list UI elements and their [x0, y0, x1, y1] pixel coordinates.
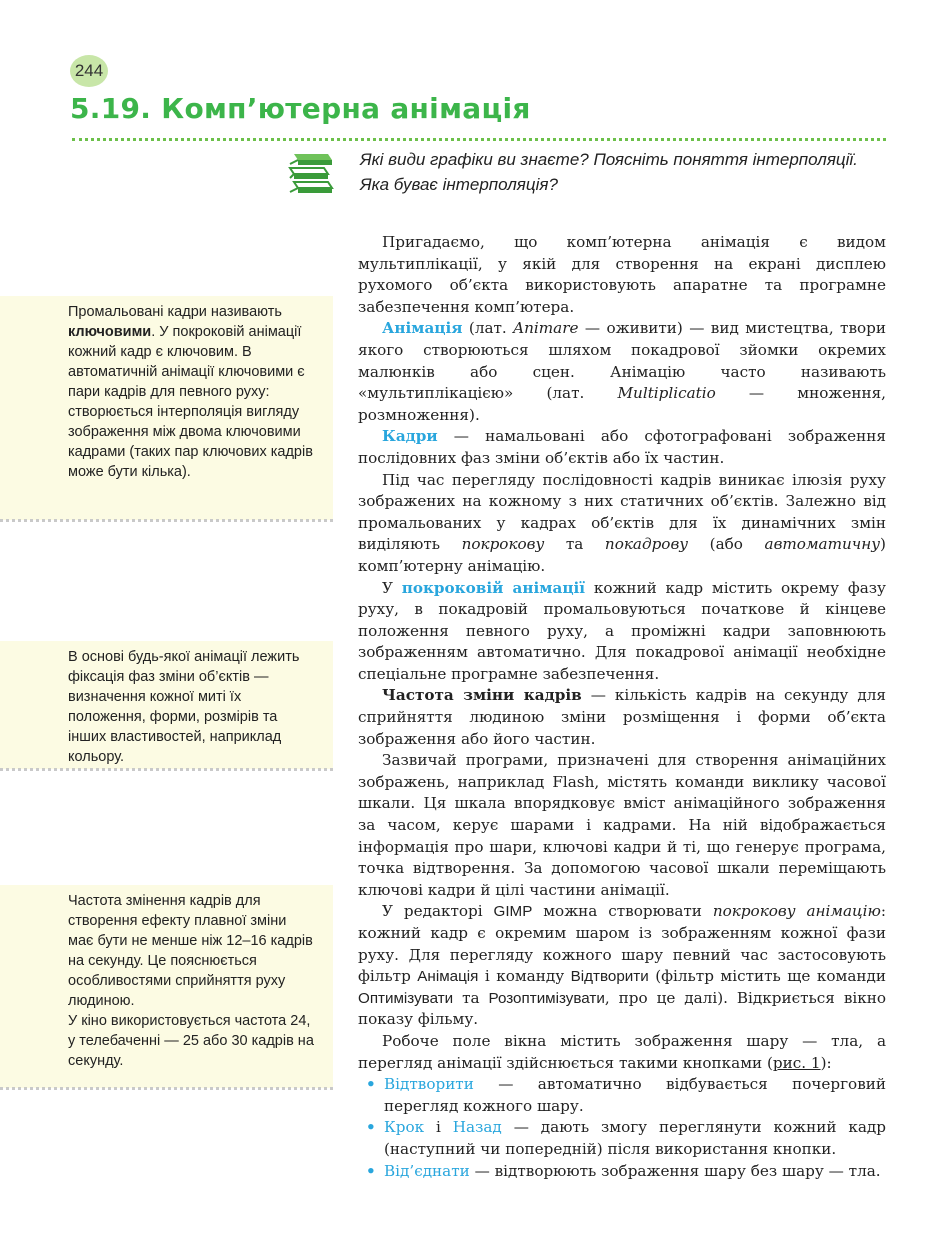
note-text: Промальовані кадри називають	[68, 304, 282, 320]
button-name-detach: Від’єднати	[384, 1161, 470, 1180]
text-run: — кількість кадрів на секунду для сприйняття людиною зміни розміщення і форми об’єкта зображення або його частин.	[358, 686, 886, 748]
latin-term: Animare	[513, 319, 579, 338]
text-run: та	[453, 988, 489, 1007]
emphasis: автоматичну	[764, 535, 881, 554]
text-run: можна створювати	[532, 902, 713, 921]
note-term: ключовими	[68, 324, 152, 340]
question-line: Яка буває інтерполяція?	[360, 175, 558, 194]
text-run: У	[382, 578, 402, 597]
text-run: — автоматично відбувається почерговий перегляд кожного шару.	[384, 1075, 886, 1115]
term-step-animation: покроковій анімації	[401, 578, 586, 597]
emphasis: покрокову	[461, 535, 545, 554]
ui-command: Відтворити	[570, 968, 649, 986]
term-frames: Кадри	[382, 427, 438, 446]
paragraph-buttons-intro	[358, 1031, 886, 1074]
paragraph-frames-definition	[358, 426, 886, 469]
button-name-play: Відтворити	[384, 1075, 474, 1094]
question-line: Які види графіки ви знаєте? Поясніть поняття інтерполяції.	[360, 150, 858, 169]
text-run: ):	[820, 1053, 832, 1072]
note-text: . У покроковій анімації кожний кадр є ключовим. В автоматичній анімації ключовими є пари кадрів для певного руху: створюється інтерполяція вигляду зображення між двома ключовими кадрами (таких пар ключових кадрів може бути кілька).	[68, 324, 313, 480]
text-run: , про це далі). Відкриється вікно показу фільму.	[358, 988, 886, 1029]
list-item	[384, 1161, 886, 1183]
text-run: — дають змогу переглянути кожний кадр (наступний чи попередній) після використання кнопки.	[384, 1118, 887, 1158]
button-name-back: Назад	[452, 1118, 502, 1137]
paragraph-step-animation	[358, 578, 886, 686]
text-run: і команду	[478, 967, 571, 986]
paragraph-frame-rate	[358, 685, 886, 750]
text-run: — оживити) — вид мистецтва, твори якого створюються шляхом покадрової зйомки окремих малюнків або сцен. Анімацію часто називають «мультиплікацією» (лат.	[358, 319, 886, 403]
chapter-title: 5.19. Комп’ютерна анімація	[70, 92, 531, 125]
text-run: — множення, розмноження).	[358, 384, 886, 424]
paragraph-intro: Пригадаємо, що комп’ютерна анімація є видом мультиплікації, у якій для створення на екрані дисплею рухомого об’єкта використовують апаратне та програмне забезпечення комп’ютера.	[358, 233, 886, 316]
list-item	[384, 1117, 886, 1160]
note-text: Частота змінення кадрів для створення ефекту плавної зміни має бути не менше ніж 12–16 кадрів на секунду. Це пояснюється особливостями сприйняття руху людиною.	[68, 893, 313, 1009]
text-run: Робоче поле вікна містить зображення шару — тла, а перегляд анімації здійснюється такими кнопками (	[358, 1031, 886, 1072]
emphasis: покрокову анімацію	[712, 902, 881, 921]
term-frame-rate: Частота зміни кадрів	[382, 686, 582, 705]
text-run: (лат.	[462, 319, 514, 338]
ui-command: Анімація	[417, 968, 479, 986]
text-run: (фільтр містить ще команди	[648, 967, 886, 986]
emphasis: покадрову	[604, 535, 689, 554]
ui-command: Розоптимізувати	[488, 989, 605, 1007]
books-icon	[288, 150, 336, 196]
text-run: : кожний кадр є окремим шаром із зображенням кожної фази руху. Для перегляду кожного шару певний час застосовують фільтр	[358, 902, 886, 986]
button-name-step: Крок	[384, 1118, 425, 1137]
ui-command: Оптимізувати	[358, 989, 454, 1007]
sidebar-note-phases	[0, 641, 333, 769]
sidebar-note-keyframes	[0, 296, 333, 520]
latin-term: Multiplicatio	[617, 384, 716, 403]
page-number: 244	[70, 55, 108, 87]
program-name: GIMP	[493, 903, 533, 921]
paragraph-animation-types	[358, 470, 886, 578]
title-divider	[72, 138, 886, 141]
paragraph-animation-definition	[358, 318, 886, 426]
note-text: В основі будь-якої анімації лежить фіксація фаз зміни об’єктів — визначення кожної миті їх положення, форми, розмірів та інших властивостей, наприклад кольору.	[68, 649, 300, 765]
text-run: — намальовані або сфотографовані зображення послідовних фаз зміни об’єктів або їх частин.	[358, 427, 886, 467]
review-questions	[360, 147, 900, 197]
text-run: кожний кадр містить окрему фазу руху, в покадровій промальовуються початкове й кінцеве положення певного руху, а проміжні кадри заповнюють зображенням автоматично. Для покадрової анімації необхідне спеціальне програмне забезпечення.	[358, 578, 886, 683]
text-run: У редакторі	[382, 902, 494, 921]
text-run: ) комп’ютерну анімацію.	[358, 535, 886, 575]
term-animation: Анімація	[382, 319, 463, 338]
sidebar-note-framerate	[0, 885, 333, 1088]
text-run: — відтворюють зображення шару без шару — тла.	[469, 1161, 881, 1180]
text-run: Під час перегляду послідовності кадрів виникає ілюзія руху зображених на кожному з них статичних об’єктів. Залежно від промальованих у кадрах об’єктів для їх динамічних змін виділяють	[358, 470, 886, 554]
text-run: і	[424, 1118, 453, 1137]
text-run: та	[544, 535, 605, 554]
paragraph-gimp	[358, 901, 886, 1031]
paragraph-timeline: Зазвичай програми, призначені для створення анімаційних зображень, наприклад Flash, містять команди виклику часової шкали. Ця шкала впорядковує вміст анімаційного зображення за часом, керує шарами і кадрами. На ній відображається інформація про шари, ключові кадри й ті, що генерує програма, точка відтворення. За допомогою часової шкали переміщають ключові кадри й цілі частини анімації.	[358, 751, 886, 899]
figure-reference-link[interactable]: рис. 1	[772, 1053, 821, 1072]
button-list	[358, 1074, 886, 1182]
note-text: У кіно використовується частота 24, у телебаченні — 25 або 30 кадрів на секунду.	[68, 1013, 314, 1069]
main-text	[358, 232, 886, 1182]
list-item	[384, 1074, 886, 1117]
text-run: (або	[688, 535, 765, 554]
